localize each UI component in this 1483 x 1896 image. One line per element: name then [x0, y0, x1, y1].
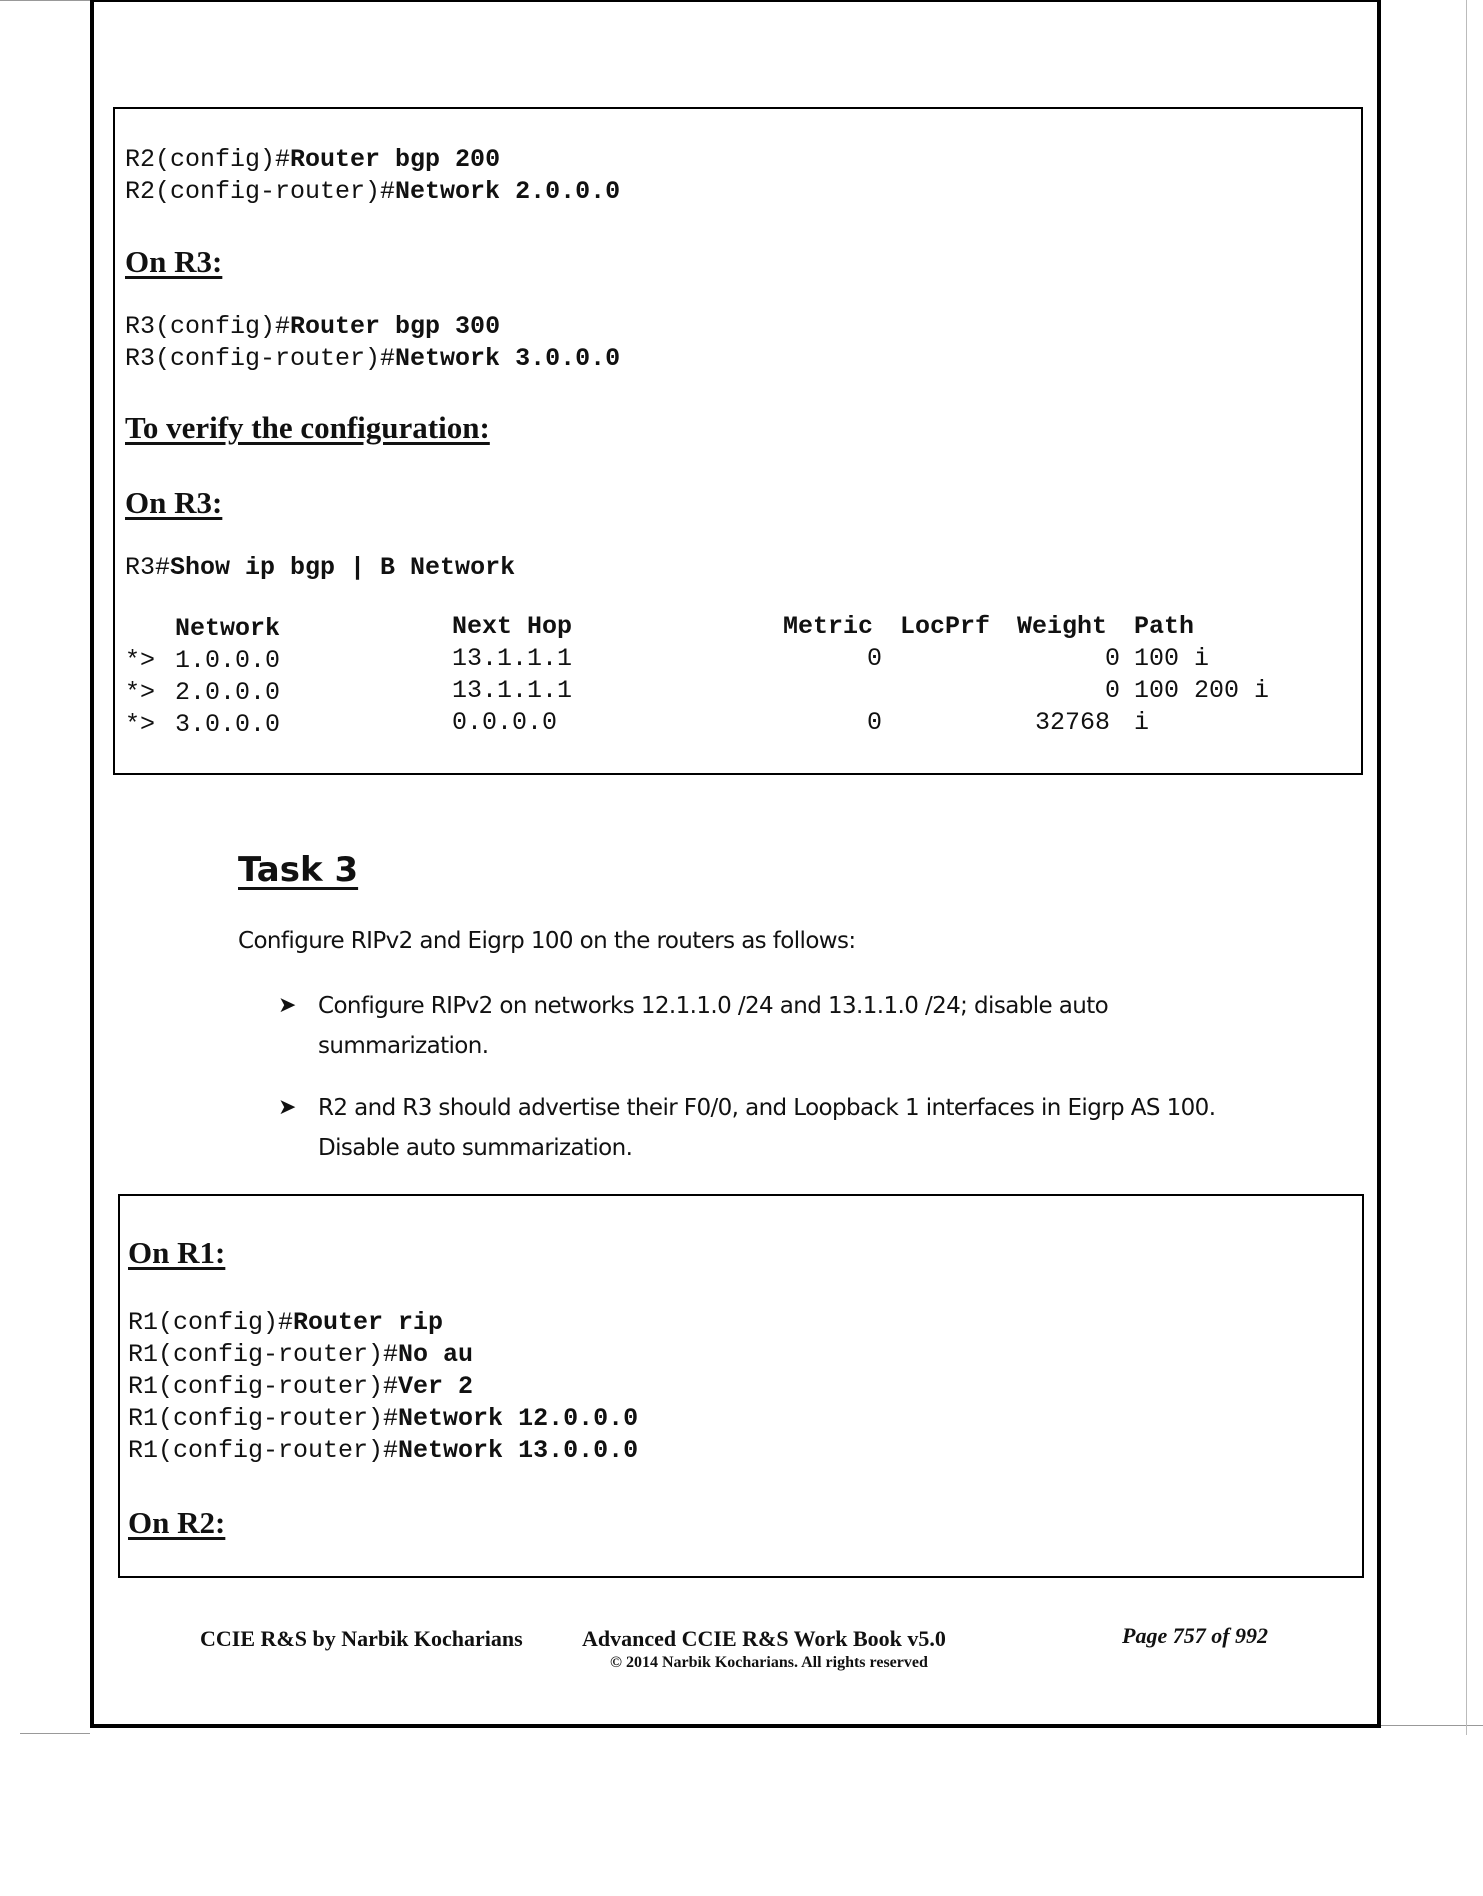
scan-edge — [1466, 0, 1467, 1735]
col-header-path: Path — [1134, 612, 1195, 641]
footer-page-number: Page 757 of 992 — [1122, 1623, 1269, 1648]
row-metric: 0 — [867, 644, 883, 673]
col-header-weight: Weight — [1017, 612, 1108, 641]
row-status: *> — [125, 710, 156, 739]
row-status: *> — [125, 646, 156, 675]
row-weight: 0 — [1105, 676, 1121, 705]
task-bullet-1: Configure RIPv2 on networks 12.1.1.0 /24 and 13.1.1.0 /24; disable auto summarization. — [318, 993, 1109, 1059]
arrowhead-bullet-icon: ➤ — [278, 1095, 297, 1120]
code-line: R2(config-router)#Network 2.0.0.0 — [125, 177, 621, 206]
scan-edge — [0, 0, 90, 1]
code-line: R1(config-router)#Network 13.0.0.0 — [128, 1436, 639, 1465]
task-bullet-2: R2 and R3 should advertise their F0/0, and Loopback 1 interfaces in Eigrp AS 100. Disable auto summarization. — [318, 1095, 1216, 1161]
code-line: R3#Show ip bgp | B Network — [125, 553, 516, 582]
row-path: 100 200 i — [1134, 676, 1270, 705]
code-line: R1(config-router)#No au — [128, 1340, 474, 1369]
col-header-network: Network — [175, 614, 281, 643]
col-header-metric: Metric — [783, 612, 874, 641]
row-weight: 32768 — [1035, 708, 1111, 737]
arrowhead-bullet-icon: ➤ — [278, 993, 297, 1018]
row-next-hop: 13.1.1.1 — [452, 644, 573, 673]
task-title: Task 3 — [238, 850, 359, 890]
task-intro: Configure RIPv2 and Eigrp 100 on the routers as follows: — [238, 928, 856, 954]
code-line: R3(config-router)#Network 3.0.0.0 — [125, 344, 621, 373]
row-next-hop: 13.1.1.1 — [452, 676, 573, 705]
code-line: R2(config)#Router bgp 200 — [125, 145, 501, 174]
row-next-hop: 0.0.0.0 — [452, 708, 558, 737]
row-path: i — [1134, 708, 1150, 737]
scan-edge — [1381, 1725, 1483, 1726]
section-heading: On R1: — [128, 1235, 226, 1270]
footer-author: CCIE R&S by Narbik Kocharians — [200, 1626, 523, 1651]
code-line: R1(config)#Router rip — [128, 1308, 444, 1337]
row-status: *> — [125, 678, 156, 707]
footer-copyright: © 2014 Narbik Kocharians. All rights reserved — [610, 1654, 928, 1671]
row-weight: 0 — [1105, 644, 1121, 673]
section-heading: On R3: — [125, 244, 223, 279]
code-line: R1(config-router)#Network 12.0.0.0 — [128, 1404, 639, 1433]
section-heading: On R3: — [125, 485, 223, 520]
row-path: 100 i — [1134, 644, 1210, 673]
row-network: 3.0.0.0 — [175, 710, 281, 739]
code-line: R1(config-router)#Ver 2 — [128, 1372, 474, 1401]
section-heading: To verify the configuration: — [125, 410, 490, 445]
footer-book-title: Advanced CCIE R&S Work Book v5.0 — [582, 1626, 946, 1651]
row-network: 1.0.0.0 — [175, 646, 281, 675]
col-header-locprf: LocPrf — [900, 612, 991, 641]
col-header-next-hop: Next Hop — [452, 612, 573, 641]
row-network: 2.0.0.0 — [175, 678, 281, 707]
row-metric: 0 — [867, 708, 883, 737]
section-heading: On R2: — [128, 1505, 226, 1540]
code-line: R3(config)#Router bgp 300 — [125, 312, 501, 341]
scan-edge — [20, 1733, 90, 1734]
